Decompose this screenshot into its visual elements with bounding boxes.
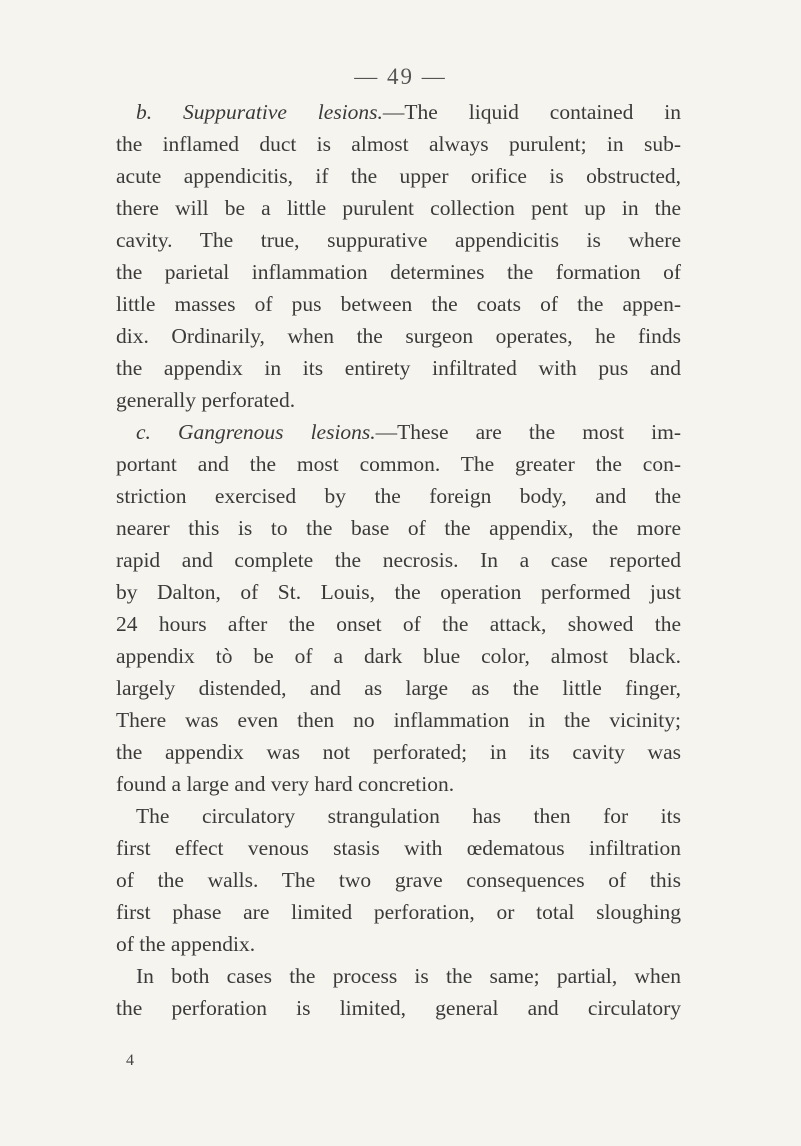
- text-line: [116, 800, 681, 832]
- line-text: —These are the most im-: [375, 420, 681, 444]
- text-line: [116, 352, 681, 384]
- line-text: generally perforated.: [116, 388, 296, 412]
- body-text: [116, 96, 681, 1024]
- text-line: [116, 128, 681, 160]
- line-text: little masses of pus between the coats of the appen-: [116, 292, 681, 316]
- text-line: [116, 480, 681, 512]
- text-line: [116, 160, 681, 192]
- text-line: [116, 960, 681, 992]
- text-line: [116, 96, 681, 128]
- line-text: largely distended, and as large as the little finger,: [116, 676, 681, 700]
- text-line: [116, 896, 681, 928]
- line-text: acute appendicitis, if the upper orifice is obstructed,: [116, 164, 681, 188]
- text-line: [116, 544, 681, 576]
- text-line: [116, 672, 681, 704]
- signature-mark: 4: [126, 1052, 134, 1069]
- text-line: [116, 864, 681, 896]
- line-text: cavity. The true, suppurative appendicitis is where: [116, 228, 681, 252]
- line-text: first phase are limited perforation, or total sloughing: [116, 900, 681, 924]
- line-text: the inflamed duct is almost always purulent; in sub-: [116, 132, 681, 156]
- line-text: found a large and very hard concretion.: [116, 772, 455, 796]
- line-text: The circulatory strangulation has then for its: [136, 804, 681, 828]
- text-line: [116, 608, 681, 640]
- line-text: 24 hours after the onset of the attack, showed the: [116, 612, 681, 636]
- line-text: striction exercised by the foreign body, and the: [116, 484, 681, 508]
- line-text: of the appendix.: [116, 932, 256, 956]
- text-line: [116, 576, 681, 608]
- text-line: [116, 192, 681, 224]
- line-text: the appendix in its entirety infiltrated with pus and: [116, 356, 681, 380]
- text-line: [116, 640, 681, 672]
- line-text: of the walls. The two grave consequences of this: [116, 868, 681, 892]
- line-text: rapid and complete the necrosis. In a case reported: [116, 548, 681, 572]
- line-text: the appendix was not perforated; in its cavity was: [116, 740, 681, 764]
- line-text: the parietal inflammation determines the formation of: [116, 260, 681, 284]
- line-text: portant and the most common. The greater the con-: [116, 452, 681, 476]
- line-text: appendix tò be of a dark blue color, almost black.: [116, 644, 681, 668]
- line-text: nearer this is to the base of the appendix, the more: [116, 516, 681, 540]
- line-text: there will be a little purulent collection pent up in the: [116, 196, 681, 220]
- text-line: [116, 992, 681, 1024]
- line-text: There was even then no inflammation in the vicinity;: [116, 708, 681, 732]
- text-line: [116, 832, 681, 864]
- text-line: [116, 736, 681, 768]
- line-text: by Dalton, of St. Louis, the operation performed just: [116, 580, 681, 604]
- section-heading: c. Gangrenous lesions.: [136, 420, 376, 444]
- text-line: [116, 256, 681, 288]
- text-line: [116, 928, 681, 960]
- line-text: the perforation is limited, general and circulatory: [116, 996, 681, 1020]
- text-line: [116, 288, 681, 320]
- line-text: —The liquid contained in: [382, 100, 681, 124]
- text-line: [116, 224, 681, 256]
- text-line: [116, 768, 681, 800]
- text-line: [116, 448, 681, 480]
- text-line: [116, 704, 681, 736]
- text-line: [116, 416, 681, 448]
- text-line: [116, 320, 681, 352]
- line-text: In both cases the process is the same; partial, when: [136, 964, 681, 988]
- section-heading: b. Suppurative lesions.: [136, 100, 383, 124]
- line-text: dix. Ordinarily, when the surgeon operates, he finds: [116, 324, 681, 348]
- page-number: — 49 —: [354, 64, 447, 89]
- text-line: [116, 384, 681, 416]
- text-line: [116, 512, 681, 544]
- line-text: first effect venous stasis with œdematous infiltration: [116, 836, 681, 860]
